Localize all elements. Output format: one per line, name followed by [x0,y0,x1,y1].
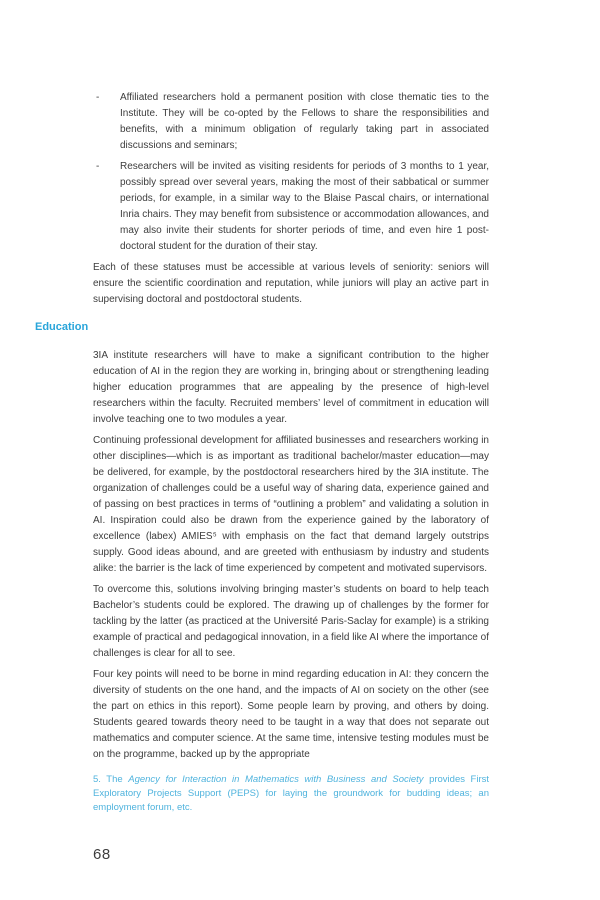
section-heading-education: Education [35,321,89,333]
bullet-item-affiliated-researchers [93,90,489,154]
paragraph-education-2: Continuing professional development for affiliated businesses and researchers working in other disciplines—which is as important as traditional bachelor/master education—may be delivered, for example, by the postdoctoral researchers hired by the 3IA institute. The organization of challenges could be a useful way of sharing data, experience gained and of passing on best practices in terms of “outlining a problem” and validating a solution in AI. Inspiration could also be drawn from the experience gained by the laboratory of excellence (labex) AMIES⁵ with emphasis on the fact that demand largely outstrips supply. Good ideas abound, and are greeted with enthusiasm by industry and students alike: the barrier is the lack of time experienced by competent and motivated supervisors. [93,435,489,574]
bullet-item-visiting-residents [93,159,489,255]
bullet-dash: - [96,92,100,103]
paragraph-statuses: Each of these statuses must be accessible at various levels of seniority: seniors will ensure the scientific coordination and reputation, while juniors will play an active part in supervising doctoral and postdoctoral students. [93,262,489,305]
paragraph-education-3: To overcome this, solutions involving bringing master’s students on board to help teach Bachelor’s students could be explored. The drawing up of challenges by the former for tackling by the latter (as practiced at the Université Paris-Saclay for example) is a striking example of practical and pedagogical innovation, in a field like AI where the importance of challenges is clear for all to see. [93,584,489,659]
bullet-text: Researchers will be invited as visiting residents for periods of 3 months to 1 year, possibly spread over several years, making the most of their sabbatical or summer periods, for example, in a similar way to the Blaise Pascal chairs, or international Inria chairs. They may benefit from subsistence or accommodation allowances, and may also invite their students for shorter periods of time, and even hire 1 post-doctoral student for the duration of their stay. [120,161,489,252]
footnote-suffix: provides First Exploratory Projects Support (PEPS) for laying the groundwork for budding ideas; an employment forum, etc. [93,774,490,813]
bullet-dash: - [96,161,100,172]
footnote-agency-name: Agency for Interaction in Mathematics with Business and Society [128,774,424,785]
bullet-text: Affiliated researchers hold a permanent position with close thematic ties to the Institute. They will be co-opted by the Fellows to share the responsibilities and benefits, with a minimum obligation of regularly taking part in associated discussions and seminars; [120,92,489,151]
paragraph-education-4: Four key points will need to be borne in mind regarding education in AI: they concern the diversity of students on the one hand, and the impacts of AI on society on the other (see the part on ethics in this report). Some people learn by proving, and others by doing. Students geared towards theory need to be taught in a way that does not separate out mathematics and computer science. At the same time, intensive testing modules must be on the programme, backed up by the appropriate [93,669,489,760]
page-number: 68 [93,846,111,863]
footnote-prefix: 5. The [93,774,129,785]
paragraph-education-1: 3IA institute researchers will have to make a significant contribution to the higher education of AI in the region they are working in, bringing about or strengthening leading higher education programmes that are appealing by the presence of high-level researchers within the faculty. Recruited members’ level of commitment in education will involve teaching one to two modules a year. [93,350,489,425]
text-column [35,90,490,863]
footnote-5 [93,773,489,815]
